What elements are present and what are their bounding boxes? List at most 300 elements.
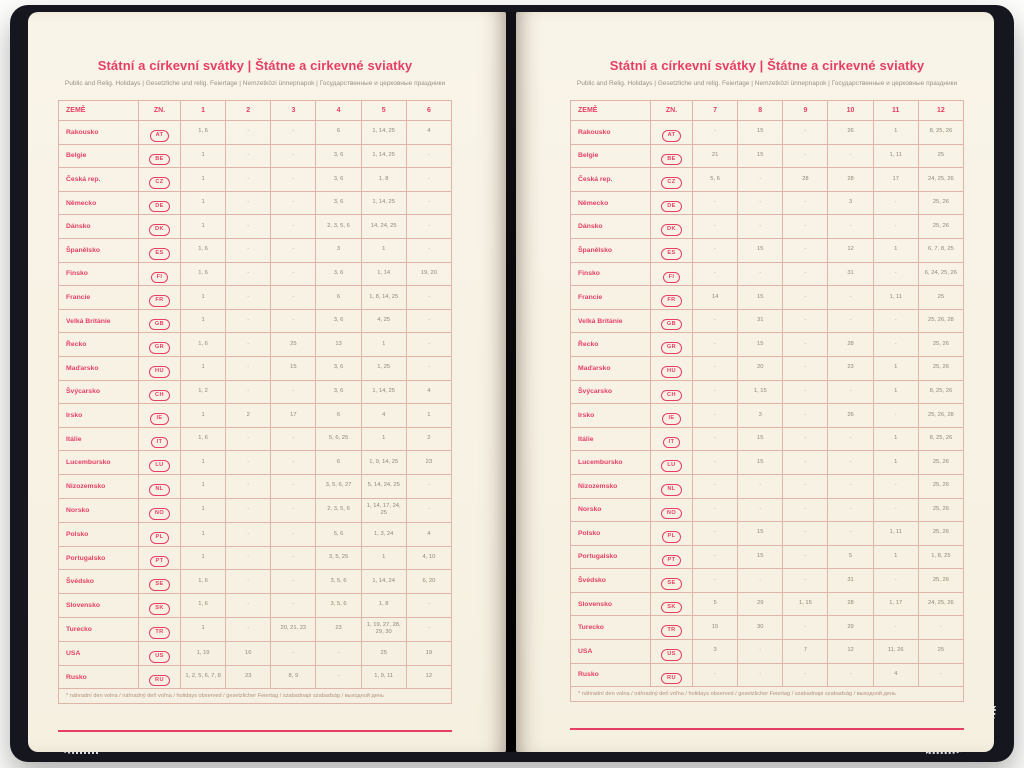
table-row: [59, 617, 452, 642]
holiday-dates-cell: -: [873, 191, 918, 215]
month-column-header: 4: [316, 101, 361, 121]
country-name: Maďarsko: [571, 356, 651, 380]
code-cell: [651, 616, 693, 640]
holiday-dates-cell: -: [271, 570, 316, 594]
code-column-header: ZN.: [139, 101, 181, 121]
holiday-dates-cell: -: [828, 522, 873, 546]
code-cell: [651, 191, 693, 215]
holiday-dates-cell: -: [783, 616, 828, 640]
holiday-dates-cell: 25, 26: [918, 356, 963, 380]
country-code-badge: TR: [149, 627, 169, 639]
country-code-badge: CZ: [661, 177, 681, 189]
code-cell: [651, 592, 693, 616]
holiday-dates-cell: 1: [181, 474, 226, 498]
holiday-dates-cell: 6, 20: [406, 570, 451, 594]
table-row: [59, 523, 452, 547]
table-row: [571, 333, 964, 357]
page-right: [516, 12, 994, 752]
holiday-dates-cell: 15: [738, 238, 783, 262]
code-cell: [651, 427, 693, 451]
table-row: [59, 168, 452, 192]
table-row: [571, 592, 964, 616]
holiday-dates-cell: -: [271, 121, 316, 145]
country-code-badge: US: [661, 649, 682, 661]
holiday-dates-cell: 1, 6: [181, 593, 226, 617]
holiday-dates-cell: -: [271, 286, 316, 310]
holiday-dates-cell: -: [693, 522, 738, 546]
country-code-badge: PT: [150, 556, 170, 568]
holiday-dates-cell: 20: [738, 356, 783, 380]
holiday-dates-cell: -: [316, 642, 361, 666]
code-cell: [139, 309, 181, 333]
country-code-badge: FI: [151, 272, 169, 284]
table-row: [571, 168, 964, 192]
holiday-dates-cell: 28: [828, 168, 873, 192]
code-cell: [651, 404, 693, 428]
code-cell: [139, 451, 181, 475]
holiday-dates-cell: 1, 8, 25: [918, 545, 963, 569]
holiday-dates-cell: -: [873, 215, 918, 239]
holiday-dates-cell: 17: [873, 168, 918, 192]
table-row: [571, 616, 964, 640]
holiday-dates-cell: 8, 25, 26: [918, 380, 963, 404]
country-code-badge: FI: [663, 272, 681, 284]
code-cell: [651, 569, 693, 593]
table-row: [571, 474, 964, 498]
country-code-badge: PL: [662, 531, 682, 543]
table-row: [59, 498, 452, 523]
country-name: Belgie: [59, 144, 139, 168]
country-code-badge: FR: [661, 295, 681, 307]
holiday-dates-cell: 1, 6: [181, 333, 226, 357]
country-name: Rusko: [59, 665, 139, 689]
holiday-dates-cell: 25, 26: [918, 451, 963, 475]
holiday-dates-cell: 1, 2, 5, 6, 7, 8: [181, 665, 226, 689]
holiday-dates-cell: 25: [918, 286, 963, 310]
country-name: Slovensko: [571, 592, 651, 616]
holiday-dates-cell: -: [828, 309, 873, 333]
country-name: Irsko: [571, 404, 651, 428]
holiday-dates-cell: 1: [181, 451, 226, 475]
holiday-dates-cell: 30: [738, 616, 783, 640]
table-row: [59, 333, 452, 357]
country-code-badge: SK: [661, 602, 682, 614]
table-row: [59, 451, 452, 475]
holiday-dates-cell: 26: [828, 121, 873, 145]
holiday-dates-cell: -: [783, 286, 828, 310]
table-row: [571, 451, 964, 475]
holiday-dates-cell: 1, 14: [361, 262, 406, 286]
code-cell: [651, 215, 693, 239]
code-cell: [651, 522, 693, 546]
country-name: Polsko: [59, 523, 139, 547]
holiday-dates-cell: 1, 19, 27, 28, 29, 30: [361, 617, 406, 642]
code-cell: [651, 663, 693, 687]
country-code-badge: AT: [150, 130, 170, 142]
holiday-dates-cell: 7: [783, 640, 828, 664]
spine-gap: [506, 12, 516, 752]
page-subtitle: Public and Relig. Holidays | Gesetzliche und relig. Feiertage | Nemzetközi ünnepnapok | Государственные и церковные праздники: [576, 80, 958, 87]
holiday-dates-cell: -: [783, 545, 828, 569]
country-code-badge: SK: [149, 603, 170, 615]
holiday-dates-cell: 12: [828, 238, 873, 262]
month-column-header: 3: [271, 101, 316, 121]
holiday-dates-cell: 20, 21, 22: [271, 617, 316, 642]
table-row: [59, 665, 452, 689]
holiday-dates-cell: 21: [693, 144, 738, 168]
table-row: [59, 215, 452, 239]
holiday-dates-cell: 1, 15: [738, 380, 783, 404]
holiday-dates-cell: -: [738, 215, 783, 239]
country-code-badge: SE: [661, 578, 681, 590]
holiday-dates-cell: -: [783, 333, 828, 357]
holiday-dates-cell: -: [271, 191, 316, 215]
country-code-badge: FR: [149, 295, 169, 307]
table-row: [59, 380, 452, 404]
header-row: [59, 101, 452, 121]
footnote: * náhradní den volna / náhradný deň voľna / holidays observed / gesetzlicher Feiertag / szabadnapi szabadság / выходной день: [571, 687, 964, 702]
country-name: Finsko: [59, 262, 139, 286]
holiday-dates-cell: 15: [693, 616, 738, 640]
country-name: USA: [571, 640, 651, 664]
country-code-badge: LU: [149, 460, 169, 472]
code-cell: [139, 617, 181, 642]
holiday-dates-cell: 14: [693, 286, 738, 310]
holiday-dates-cell: -: [226, 523, 271, 547]
month-column-header: 8: [738, 101, 783, 121]
holiday-dates-cell: 25, 26, 28: [918, 404, 963, 428]
holiday-dates-cell: 25: [271, 333, 316, 357]
holiday-dates-cell: 25, 26: [918, 474, 963, 498]
holiday-dates-cell: 2: [226, 404, 271, 428]
country-code-badge: LU: [661, 460, 681, 472]
country-name: Maďarsko: [59, 356, 139, 380]
holiday-dates-cell: -: [406, 498, 451, 523]
code-cell: [651, 286, 693, 310]
holiday-dates-cell: -: [738, 498, 783, 522]
code-cell: [139, 262, 181, 286]
code-cell: [139, 427, 181, 451]
holiday-dates-cell: 1: [181, 215, 226, 239]
holiday-dates-cell: 1: [406, 404, 451, 428]
table-row: [571, 215, 964, 239]
holiday-dates-cell: 1, 19: [181, 642, 226, 666]
country-code-badge: HU: [149, 366, 170, 378]
holiday-dates-cell: -: [693, 545, 738, 569]
holiday-dates-cell: 25: [361, 642, 406, 666]
holiday-dates-cell: 5, 14, 24, 25: [361, 474, 406, 498]
table-row: [571, 309, 964, 333]
country-code-badge: AT: [662, 130, 682, 142]
country-name: Dánsko: [59, 215, 139, 239]
holiday-dates-cell: -: [693, 121, 738, 145]
country-name: Švédsko: [59, 570, 139, 594]
holiday-dates-cell: 3, 5, 25: [316, 546, 361, 570]
table-row: [59, 309, 452, 333]
table-row: [571, 663, 964, 687]
holiday-dates-cell: -: [783, 215, 828, 239]
holiday-dates-cell: -: [406, 474, 451, 498]
holiday-dates-cell: 1: [181, 144, 226, 168]
holiday-dates-cell: 1: [181, 404, 226, 428]
holiday-dates-cell: 6, 24, 25, 26: [918, 262, 963, 286]
holiday-dates-cell: 25, 26, 28: [918, 309, 963, 333]
holiday-dates-cell: 3, 6: [316, 262, 361, 286]
table-row: [59, 144, 452, 168]
holiday-table-months-7-12: [570, 100, 964, 702]
holiday-dates-cell: -: [693, 451, 738, 475]
table-row: [59, 191, 452, 215]
holiday-dates-cell: -: [271, 215, 316, 239]
holiday-dates-cell: -: [828, 144, 873, 168]
holiday-dates-cell: 1, 6: [181, 427, 226, 451]
country-name: Španělsko: [571, 238, 651, 262]
country-name: Nizozemsko: [571, 474, 651, 498]
holiday-dates-cell: 6: [316, 451, 361, 475]
holiday-dates-cell: -: [226, 144, 271, 168]
holiday-dates-cell: 4, 10: [406, 546, 451, 570]
holiday-dates-cell: 3: [316, 238, 361, 262]
holiday-dates-cell: -: [783, 238, 828, 262]
holiday-dates-cell: -: [226, 546, 271, 570]
holiday-dates-cell: 4: [406, 523, 451, 547]
country-code-badge: BE: [149, 154, 170, 166]
country-code-badge: US: [149, 651, 170, 663]
holiday-dates-cell: -: [783, 498, 828, 522]
code-cell: [651, 144, 693, 168]
country-name: Polsko: [571, 522, 651, 546]
country-name: Švédsko: [571, 569, 651, 593]
code-cell: [651, 498, 693, 522]
open-spread: [28, 12, 994, 752]
holiday-dates-cell: -: [693, 191, 738, 215]
holiday-dates-cell: -: [226, 451, 271, 475]
holiday-dates-cell: -: [226, 191, 271, 215]
month-column-header: 12: [918, 101, 963, 121]
code-cell: [651, 474, 693, 498]
holiday-dates-cell: 3, 5, 6: [316, 570, 361, 594]
holiday-dates-cell: 13: [316, 333, 361, 357]
holiday-dates-cell: -: [406, 286, 451, 310]
holiday-dates-cell: -: [693, 663, 738, 687]
holiday-dates-cell: 5: [828, 545, 873, 569]
country-code-badge: IT: [663, 437, 681, 449]
holiday-dates-cell: 1: [181, 617, 226, 642]
page-title: Státní a církevní svátky | Štátne a cirkevné sviatky: [609, 58, 925, 73]
holiday-dates-cell: 4, 25: [361, 309, 406, 333]
holiday-dates-cell: 28: [783, 168, 828, 192]
holiday-dates-cell: 6: [316, 404, 361, 428]
page-left: [28, 12, 506, 752]
country-code-badge: CH: [149, 390, 170, 402]
holiday-dates-cell: -: [873, 569, 918, 593]
holiday-dates-cell: 1, 11: [873, 144, 918, 168]
holiday-dates-cell: 1: [181, 309, 226, 333]
month-column-header: 5: [361, 101, 406, 121]
holiday-dates-cell: 1, 2: [181, 380, 226, 404]
holiday-dates-cell: -: [406, 617, 451, 642]
holiday-table-months-1-6: [58, 100, 452, 704]
country-name: Itálie: [59, 427, 139, 451]
code-column-header: ZN.: [651, 101, 693, 121]
holiday-dates-cell: -: [271, 642, 316, 666]
holiday-dates-cell: 24, 25, 26: [918, 168, 963, 192]
table-row: [59, 286, 452, 310]
holiday-dates-cell: -: [226, 593, 271, 617]
code-cell: [139, 380, 181, 404]
holiday-dates-cell: 3, 6: [316, 168, 361, 192]
holiday-dates-cell: -: [738, 663, 783, 687]
holiday-dates-cell: -: [783, 569, 828, 593]
holiday-dates-cell: -: [406, 215, 451, 239]
country-name: Finsko: [571, 262, 651, 286]
holiday-dates-cell: 2: [406, 427, 451, 451]
country-name: Švýcarsko: [571, 380, 651, 404]
holiday-dates-cell: 1, 6: [181, 238, 226, 262]
holiday-dates-cell: -: [271, 168, 316, 192]
holiday-dates-cell: -: [693, 262, 738, 286]
holiday-dates-cell: -: [783, 451, 828, 475]
holiday-dates-cell: -: [828, 286, 873, 310]
table-row: [59, 262, 452, 286]
holiday-dates-cell: 1: [361, 238, 406, 262]
holiday-dates-cell: 8, 25, 26: [918, 427, 963, 451]
holiday-dates-cell: 2, 3, 5, 6: [316, 215, 361, 239]
holiday-dates-cell: -: [271, 546, 316, 570]
country-name: Česká rep.: [59, 168, 139, 192]
holiday-dates-cell: -: [738, 262, 783, 286]
holiday-dates-cell: 2, 3, 5, 6: [316, 498, 361, 523]
country-name: Řecko: [571, 333, 651, 357]
holiday-dates-cell: -: [828, 380, 873, 404]
holiday-dates-cell: 15: [271, 356, 316, 380]
country-name: Velká Británie: [59, 309, 139, 333]
country-name: Itálie: [571, 427, 651, 451]
holiday-dates-cell: 31: [828, 262, 873, 286]
holiday-dates-cell: -: [271, 593, 316, 617]
holiday-dates-cell: -: [693, 474, 738, 498]
holiday-dates-cell: 1: [873, 545, 918, 569]
holiday-dates-cell: 3: [828, 191, 873, 215]
holiday-dates-cell: -: [783, 121, 828, 145]
holiday-dates-cell: -: [226, 121, 271, 145]
holiday-dates-cell: 3, 6: [316, 356, 361, 380]
holiday-dates-cell: 1: [873, 380, 918, 404]
holiday-dates-cell: -: [873, 616, 918, 640]
holiday-dates-cell: -: [226, 333, 271, 357]
holiday-dates-cell: 4: [873, 663, 918, 687]
holiday-dates-cell: 28: [828, 333, 873, 357]
country-code-badge: PL: [150, 532, 170, 544]
table-row: [571, 262, 964, 286]
country-code-badge: GB: [661, 319, 682, 331]
table-row: [59, 546, 452, 570]
holiday-dates-cell: 1, 9, 14, 25: [361, 451, 406, 475]
holiday-dates-cell: 23: [226, 665, 271, 689]
holiday-dates-cell: 1: [361, 333, 406, 357]
holiday-dates-cell: 1, 14, 17, 24, 25: [361, 498, 406, 523]
holiday-dates-cell: 15: [738, 286, 783, 310]
holiday-dates-cell: 1, 8: [361, 593, 406, 617]
country-column-header: ZEMĚ: [571, 101, 651, 121]
code-cell: [651, 545, 693, 569]
country-name: Lucembursko: [571, 451, 651, 475]
holiday-dates-cell: -: [406, 191, 451, 215]
code-cell: [651, 238, 693, 262]
holiday-dates-cell: -: [316, 665, 361, 689]
holiday-dates-cell: 15: [738, 545, 783, 569]
country-name: Rakousko: [571, 121, 651, 145]
holiday-dates-cell: 25, 26: [918, 215, 963, 239]
country-name: Nizozemsko: [59, 474, 139, 498]
holiday-dates-cell: 25, 26: [918, 522, 963, 546]
holiday-dates-cell: -: [226, 474, 271, 498]
holiday-dates-cell: 25, 26: [918, 333, 963, 357]
code-cell: [651, 451, 693, 475]
holiday-dates-cell: -: [828, 427, 873, 451]
country-code-badge: ES: [149, 248, 169, 260]
code-cell: [139, 642, 181, 666]
holiday-dates-cell: 3: [693, 640, 738, 664]
holiday-dates-cell: -: [693, 356, 738, 380]
holiday-dates-cell: 25: [918, 640, 963, 664]
holiday-dates-cell: -: [693, 215, 738, 239]
holiday-dates-cell: 15: [738, 522, 783, 546]
table-row: [571, 238, 964, 262]
holiday-dates-cell: 11, 26: [873, 640, 918, 664]
code-cell: [651, 262, 693, 286]
table-row: [571, 191, 964, 215]
code-cell: [139, 286, 181, 310]
table-row: [59, 404, 452, 428]
divider-rule: [58, 730, 452, 732]
holiday-dates-cell: 1, 11: [873, 286, 918, 310]
holiday-dates-cell: -: [693, 404, 738, 428]
footnote-row: [571, 687, 964, 702]
header-row: [571, 101, 964, 121]
code-cell: [139, 215, 181, 239]
country-name: Španělsko: [59, 238, 139, 262]
table-row: [59, 474, 452, 498]
holiday-dates-cell: -: [226, 380, 271, 404]
holiday-dates-cell: 3, 5, 6: [316, 593, 361, 617]
month-column-header: 10: [828, 101, 873, 121]
holiday-dates-cell: -: [783, 356, 828, 380]
holiday-dates-cell: 8, 25, 26: [918, 121, 963, 145]
table-row: [571, 640, 964, 664]
country-code-badge: GR: [149, 342, 170, 354]
country-code-badge: CH: [661, 390, 682, 402]
holiday-dates-cell: -: [271, 427, 316, 451]
holiday-dates-cell: 15: [738, 121, 783, 145]
country-code-badge: IE: [662, 413, 680, 425]
holiday-dates-cell: -: [918, 616, 963, 640]
table-row: [59, 642, 452, 666]
country-name: Portugalsko: [571, 545, 651, 569]
holiday-dates-cell: 1: [181, 191, 226, 215]
code-cell: [651, 333, 693, 357]
holiday-dates-cell: 1, 9, 11: [361, 665, 406, 689]
country-name: Irsko: [59, 404, 139, 428]
country-code-badge: NL: [149, 484, 169, 496]
country-name: Rusko: [571, 663, 651, 687]
holiday-dates-cell: -: [783, 404, 828, 428]
holiday-dates-cell: -: [226, 238, 271, 262]
holiday-dates-cell: -: [226, 427, 271, 451]
holiday-dates-cell: -: [271, 380, 316, 404]
holiday-dates-cell: 23: [828, 356, 873, 380]
country-code-badge: HU: [661, 366, 682, 378]
